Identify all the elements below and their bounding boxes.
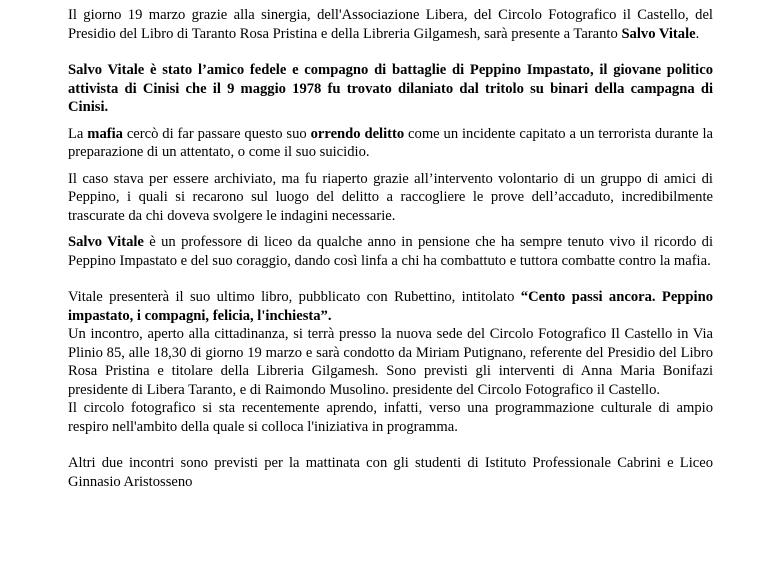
event-text: Un incontro, aperto alla cittadinanza, si terrà presso la nuova sede del Circolo Fotografico Il Castello in Via Plinio 85, alle 18,30 di giorno 19 marzo e sarà condotto da Miriam Putignano, referente del Presidio del Libro Rosa Pristina e titolare della Libreria Gilgamesh. Sono previsti gli interventi di Anna Maria Bonifazi presidente di Libera Taranto, e di Raimondo Musolino. presidente del Circolo Fotografico il Castello. <box>68 326 713 398</box>
mafia-text-2: cercò di far passare questo suo <box>122 125 311 142</box>
mafia-text-1: La <box>68 125 88 142</box>
professor-name: Salvo Vitale <box>68 234 144 250</box>
article-body <box>68 6 713 491</box>
paragraph-event <box>68 325 713 399</box>
paragraph-intro <box>68 6 713 43</box>
intro-end: . <box>695 25 700 42</box>
paragraph-professor <box>68 233 713 270</box>
paragraph-biography <box>68 61 713 117</box>
book-text: Vitale presenterà il suo ultimo libro, pubblicato con Rubettino, intitolato <box>68 289 521 305</box>
biography-text: Salvo Vitale è stato l’amico fedele e compagno di battaglie di Peppino Impastato, il giovane politico attivista di Cinisi che il 9 maggio 1978 fu trovato dilaniato dal tritolo su binari della campagna di Cinisi. <box>68 62 713 115</box>
paragraph-other-events <box>68 454 713 491</box>
paragraph-book <box>68 288 713 325</box>
intro-name: Salvo Vitale <box>621 25 696 42</box>
case-text: Il caso stava per essere archiviato, ma fu riaperto grazie all’intervento volontario di un gruppo di amici di Peppino, i quali si recarono sul luogo del delitto a raccogliere le prove dell’accaduto, incredibilmente trascurate da chi doveva svolgere le indagini necessarie. <box>68 170 713 224</box>
mafia-text-3: come un incidente capitato a un terrorista durante la preparazione di un attentato, o come il suo suicidio. <box>68 125 713 160</box>
mafia-bold-2: orrendo delitto <box>310 125 405 142</box>
other-events-text: Altri due incontri sono previsti per la mattinata con gli studenti di Istituto Professionale Cabrini e Liceo Ginnasio Aristosseno <box>68 455 713 490</box>
professor-text: è un professore di liceo da qualche anno in pensione che ha sempre tenuto vivo il ricordo di Peppino Impastato e del suo coraggio, dando così linfa a chi ha combattuto e tuttora combatte contro la mafia. <box>68 234 713 269</box>
intro-text: Il giorno 19 marzo grazie alla sinergia, dell'Associazione Libera, del Circolo Fotografico il Castello, del Presidio del Libro di Taranto Rosa Pristina e della Libreria Gilgamesh, sarà presente a Taranto <box>68 7 713 42</box>
book-title: “Cento passi ancora. Peppino impastato, i compagni, felicia, l'inchiesta”. <box>68 289 714 324</box>
paragraph-circolo <box>68 399 713 436</box>
mafia-bold-1: mafia <box>87 125 123 142</box>
paragraph-case <box>68 170 713 226</box>
circolo-text: Il circolo fotografico si sta recentemente aprendo, infatti, verso una programmazione culturale di ampio respiro nell'ambito della quale si colloca l'iniziativa in programma. <box>68 400 713 435</box>
paragraph-mafia <box>68 125 713 162</box>
